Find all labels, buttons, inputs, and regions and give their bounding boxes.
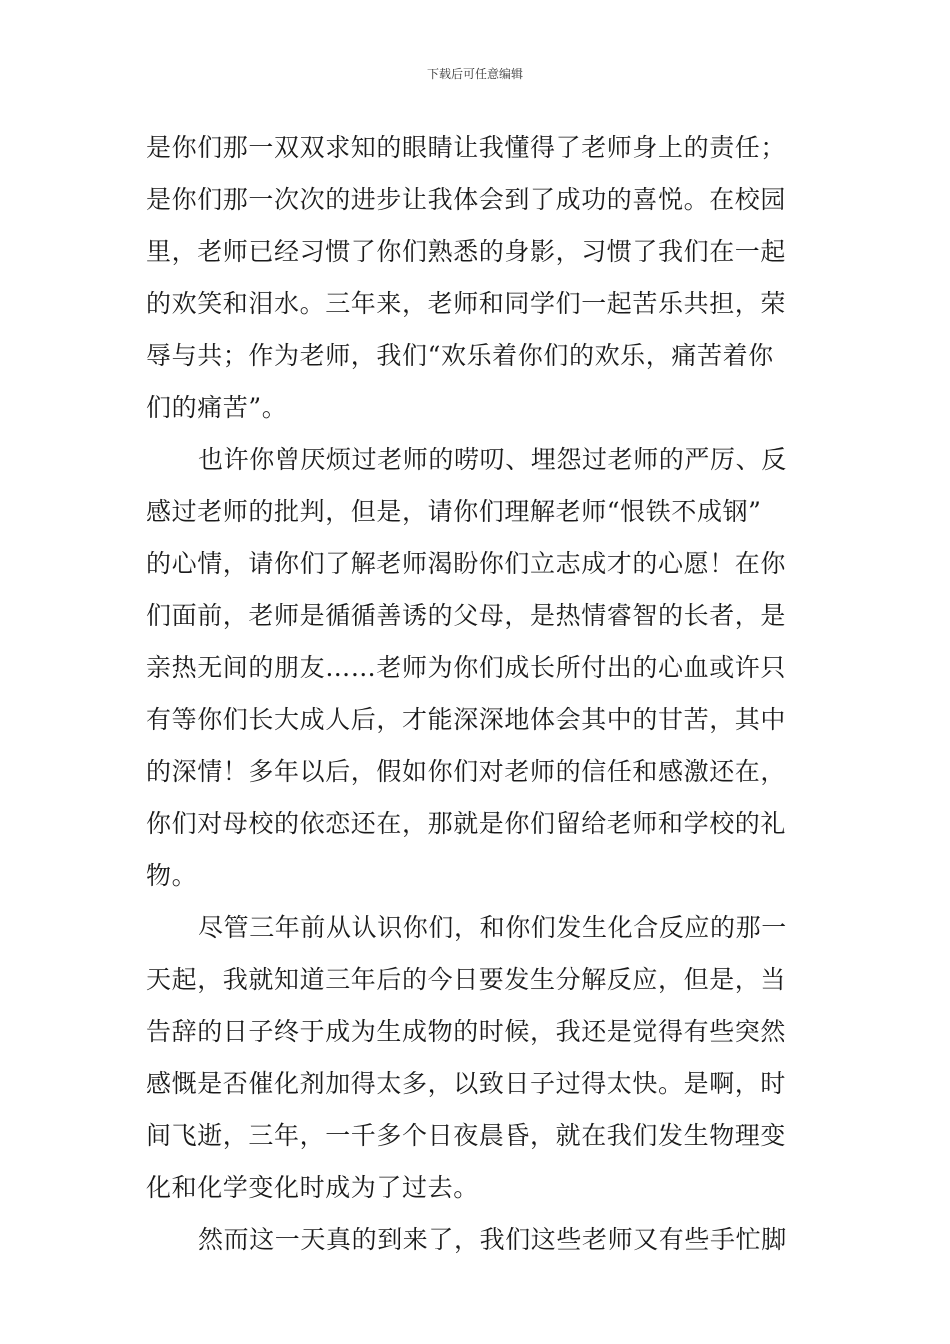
paragraph-first-line: 然而这一天真的到来了，我们这些老师又有些手忙脚 <box>198 1225 787 1254</box>
body-line: 亲热无间的朋友……老师为你们成长所付出的心血或许只 <box>146 653 787 682</box>
body-line: 感过老师的批判，但是，请你们理解老师“恨铁不成钢” <box>146 497 762 526</box>
document-body <box>146 122 806 1266</box>
body-line: 告辞的日子终于成为生成物的时候，我还是觉得有些突然 <box>146 1017 787 1046</box>
body-line: 辱与共；作为老师，我们“欢乐着你们的欢乐，痛苦着你 <box>146 341 774 370</box>
body-line: 是你们那一次次的进步让我体会到了成功的喜悦。在校园 <box>146 185 787 214</box>
paragraph-first-line: 尽管三年前从认识你们，和你们发生化合反应的那一 <box>198 913 787 942</box>
body-line: 里，老师已经习惯了你们熟悉的身影，习惯了我们在一起 <box>146 237 787 266</box>
body-line: 们的痛苦”。 <box>146 393 288 422</box>
body-line: 的心情，请你们了解老师渴盼你们立志成才的心愿！在你 <box>146 549 787 578</box>
body-line: 化和化学变化时成为了过去。 <box>146 1173 479 1202</box>
body-line: 的欢笑和泪水。三年来，老师和同学们一起苦乐共担，荣 <box>146 289 787 318</box>
body-line: 是你们那一双双求知的眼睛让我懂得了老师身上的责任； <box>146 133 787 162</box>
body-line: 感慨是否催化剂加得太多，以致日子过得太快。是啊，时 <box>146 1069 787 1098</box>
body-line: 有等你们长大成人后，才能深深地体会其中的甘苦，其中 <box>146 705 787 734</box>
body-line: 天起，我就知道三年后的今日要发生分解反应，但是，当 <box>146 965 787 994</box>
body-line: 物。 <box>146 861 198 890</box>
paragraph-first-line: 也许你曾厌烦过老师的唠叨、埋怨过老师的严厉、反 <box>198 445 787 474</box>
body-line: 间飞逝，三年，一千多个日夜晨昏，就在我们发生物理变 <box>146 1121 787 1150</box>
body-line: 你们对母校的依恋还在，那就是你们留给老师和学校的礼 <box>146 809 787 838</box>
body-line: 的深情！多年以后，假如你们对老师的信任和感激还在， <box>146 757 787 786</box>
page-header: 下载后可任意编辑 <box>426 67 523 81</box>
body-line: 们面前，老师是循循善诱的父母，是热情睿智的长者，是 <box>146 601 787 630</box>
